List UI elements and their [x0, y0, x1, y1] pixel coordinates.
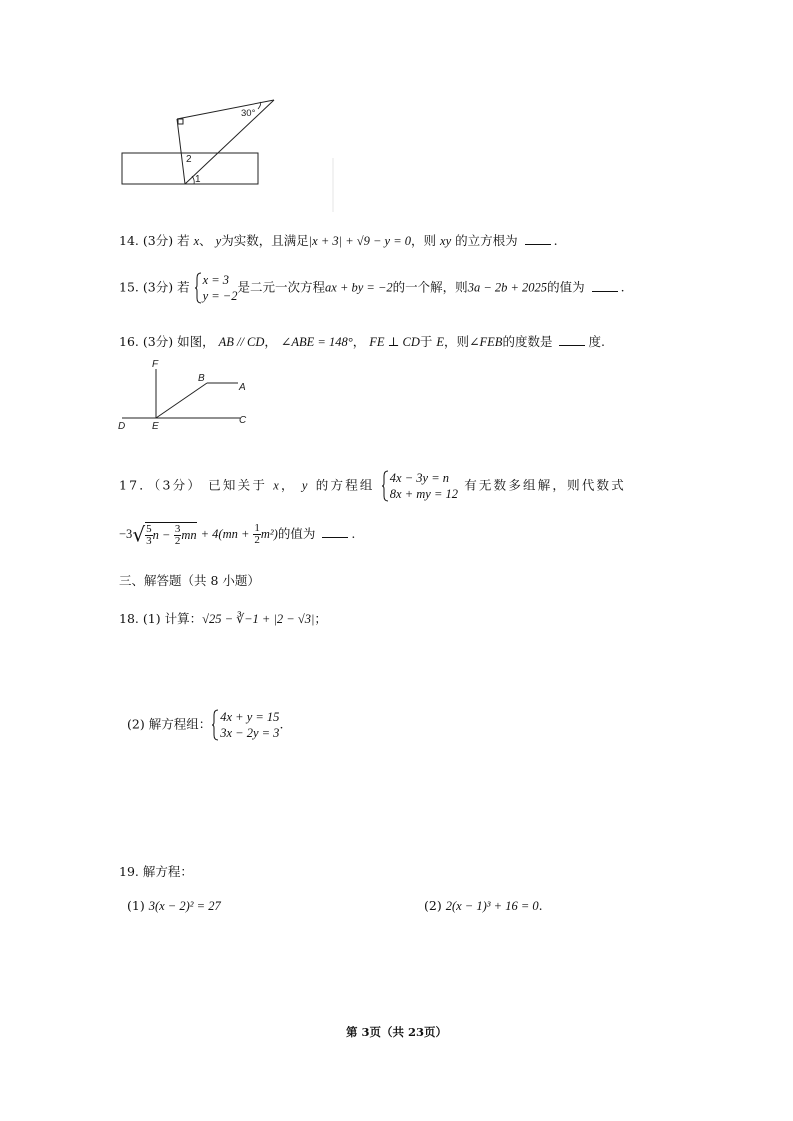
- q17-expression-line: [119, 522, 355, 547]
- q17-frac3-den: 2: [254, 534, 260, 546]
- q17-minus: −: [162, 528, 170, 542]
- q18-part1-end: ；: [314, 611, 327, 626]
- sqrt-icon: √: [132, 522, 146, 547]
- q14-var-xy: xy: [440, 234, 452, 248]
- q19-part1-expression: 3(x − 2)² = 27: [148, 899, 221, 913]
- q19-part2-label: (2): [424, 898, 442, 913]
- q16-target: ∠FEB: [469, 335, 503, 349]
- section-3-title: 三、解答题（共 8 小题）: [119, 573, 260, 588]
- q17-text-c: 有无数多组解，则代数式: [464, 477, 626, 493]
- q14-sep: 、: [199, 233, 212, 248]
- q16-text-a: 如图，: [177, 334, 215, 349]
- question-17: [119, 470, 626, 502]
- figure-parallel-lines: [112, 355, 262, 435]
- question-19-title: 19. 解方程：: [119, 864, 193, 879]
- q17-plus4: + 4(mn +: [200, 527, 250, 541]
- q14-text-a: 若: [177, 233, 190, 248]
- q19-part2-expression: 2(x − 1)³ + 16 = 0: [445, 899, 539, 913]
- question-15: [119, 272, 625, 304]
- q15-text-b: 是二元一次方程: [237, 279, 326, 295]
- q16-answer-blank: [559, 335, 585, 346]
- q17-frac3: [253, 523, 261, 546]
- q15-text-c: 的一个解，则: [392, 279, 468, 295]
- q17-text-a: 已知关于: [208, 477, 268, 493]
- q16-number: 16.: [119, 334, 139, 349]
- label-D: D: [118, 421, 126, 432]
- q16-text-c: ，则: [444, 334, 470, 349]
- q16-score: (3分): [142, 334, 174, 349]
- brace-icon: [211, 709, 219, 741]
- q14-var-y: y: [215, 234, 222, 248]
- q14-text-c: ，则: [411, 233, 437, 248]
- q17-frac2-den: 2: [174, 535, 181, 547]
- q17-frac2-num: 3: [174, 523, 181, 535]
- angle-1-label: 1: [195, 174, 201, 185]
- q18-system: [211, 709, 279, 741]
- q17-frac1-den: 3: [146, 535, 152, 547]
- brace-icon: [381, 470, 389, 502]
- q17-m2: m²): [260, 527, 278, 541]
- q17-text-d: 的值为: [277, 526, 316, 541]
- q14-end: .: [553, 233, 558, 248]
- q17-system: [381, 470, 458, 502]
- q18-sys-line-2: 3x − 2y = 3: [220, 726, 280, 740]
- q17-frac3-num: 1: [254, 522, 260, 534]
- q17-end: .: [351, 526, 356, 541]
- q17-var-x: x: [273, 478, 281, 493]
- q15-text-d: 的值为: [547, 279, 585, 295]
- q16-point: E: [436, 335, 445, 349]
- q18-part2-text: 解方程组：: [148, 716, 212, 732]
- right-angle-mark: [178, 119, 183, 124]
- q14-text-d: 的立方根为: [455, 233, 518, 248]
- q17-sys-line-1: 4x − 3y = n: [389, 471, 450, 485]
- q14-var-x: x: [193, 234, 200, 248]
- brace-icon: [194, 272, 202, 304]
- angle-2-label: 2: [186, 154, 192, 165]
- q18-part1-label: (1): [142, 611, 161, 626]
- q17-coef: −3: [119, 527, 133, 541]
- q15-number: 15.: [119, 279, 139, 295]
- question-19-part-1: [127, 898, 221, 914]
- triangle-hypotenuse: [185, 100, 274, 184]
- q18-part2-label: (2): [127, 716, 145, 732]
- q17-text-b: 的方程组: [315, 477, 375, 493]
- q17-radicand: [145, 522, 197, 547]
- q16-text-b: 于: [419, 334, 433, 349]
- q17-sep: ，: [280, 477, 296, 493]
- q18-part1-text: 计算：: [164, 611, 203, 626]
- q15-score: (3分): [142, 279, 174, 295]
- triangle-side-left: [177, 119, 185, 184]
- label-A: A: [239, 382, 246, 393]
- q16-text-d: 的度数是: [502, 334, 553, 349]
- q16-perp: FE ⊥ CD: [369, 335, 420, 349]
- q15-end: .: [620, 279, 625, 295]
- q15-text-a: 若: [177, 279, 190, 295]
- q14-number: 14.: [119, 233, 139, 248]
- q15-sys-line-1: x = 3: [202, 273, 230, 287]
- label-C: C: [239, 415, 247, 426]
- label-F: F: [152, 359, 159, 370]
- page-footer: 第 3页（共 23页）: [345, 1025, 447, 1039]
- q14-text-b: 为实数，且满足: [221, 233, 309, 248]
- q17-score: （3分）: [154, 477, 203, 493]
- question-16: [119, 332, 605, 350]
- figure-triangle-rectangle: [110, 90, 340, 215]
- question-19-part-2: [424, 898, 543, 914]
- q17-var-y: y: [301, 478, 310, 493]
- q16-sep1: ，: [264, 334, 277, 349]
- q15-expression: 3a − 2b + 2025: [467, 280, 548, 295]
- q18-part2-end: .: [279, 716, 284, 732]
- q14-expression: |x + 3| + √9 − y = 0: [308, 234, 412, 248]
- q16-parallel: AB // CD: [218, 335, 265, 349]
- label-E: E: [152, 421, 159, 432]
- triangle-side-top: [177, 100, 274, 119]
- q15-system: [194, 272, 238, 304]
- q17-number: 17．: [119, 477, 155, 493]
- q17-var-n: n: [152, 528, 159, 542]
- q18-part1-expression: √25 − ∛−1 + |2 − √3|: [202, 612, 315, 626]
- question-18-part-1: [119, 609, 327, 627]
- question-14: [119, 231, 558, 249]
- q17-answer-blank: [322, 527, 348, 538]
- question-18-part-2: [127, 709, 283, 741]
- q17-frac1-num: 5: [146, 523, 152, 535]
- q15-equation: ax + by = −2: [325, 280, 393, 295]
- q16-sep2: ，: [352, 334, 366, 349]
- q17-sys-line-2: 8x + my = 12: [389, 487, 459, 501]
- q19-part1-label: (1): [127, 898, 145, 913]
- q15-sys-line-2: y = −2: [202, 289, 238, 303]
- q18-sys-line-1: 4x + y = 15: [220, 710, 280, 724]
- q14-answer-blank: [525, 234, 551, 245]
- q16-angle: ∠ABE = 148°: [280, 335, 353, 349]
- q15-answer-blank: [592, 281, 618, 292]
- q16-end: 度.: [588, 334, 605, 349]
- line-eb: [156, 383, 207, 418]
- q14-score: (3分): [142, 233, 174, 248]
- q19-part2-end: .: [538, 898, 543, 913]
- label-B: B: [198, 373, 205, 384]
- q17-frac1: [145, 524, 153, 547]
- angle-30-label: 30°: [241, 108, 256, 119]
- q18-number: 18.: [119, 611, 139, 626]
- q17-var-mn: mn: [181, 528, 197, 542]
